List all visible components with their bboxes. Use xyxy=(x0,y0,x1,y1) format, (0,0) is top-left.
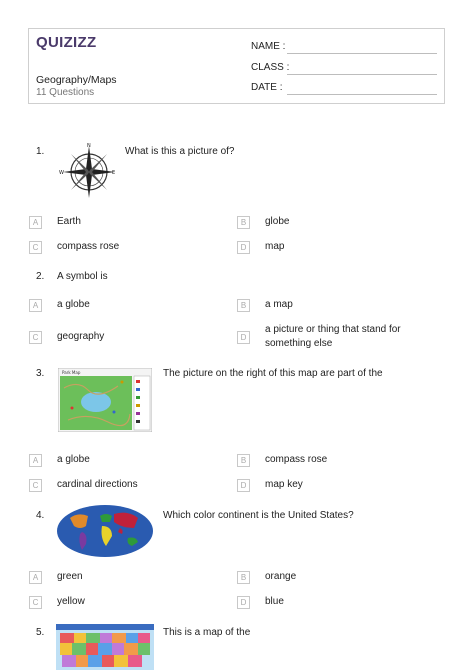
worksheet-header xyxy=(28,28,445,104)
option-c-text: compass rose xyxy=(57,241,120,252)
name-label: NAME : xyxy=(251,41,286,52)
class-line[interactable] xyxy=(287,74,437,75)
question-number: 5. xyxy=(36,627,45,638)
class-label: CLASS : xyxy=(251,62,290,73)
option-a-text: a globe xyxy=(57,299,90,310)
question-number: 3. xyxy=(36,368,45,379)
option-d-text: a picture or thing that stand for something else xyxy=(265,324,401,349)
option-b-box[interactable]: B xyxy=(237,299,250,312)
question-number: 1. xyxy=(36,146,45,157)
option-a-text: Earth xyxy=(57,216,81,227)
option-b-text: orange xyxy=(265,571,297,582)
worksheet-subject: Geography/Maps xyxy=(36,74,117,86)
option-a-text: green xyxy=(57,571,83,582)
question-number: 2. xyxy=(36,271,45,282)
option-d-text: map xyxy=(265,241,285,252)
world-map-image xyxy=(56,504,154,558)
option-b-box[interactable]: B xyxy=(237,571,250,584)
svg-text:E: E xyxy=(112,170,116,176)
option-c-box[interactable]: C xyxy=(29,479,42,492)
question-number: 4. xyxy=(36,510,45,521)
question-count: 11 Questions xyxy=(36,87,95,98)
question-text: What is this a picture of? xyxy=(125,146,235,157)
question-text: A symbol is xyxy=(57,271,108,282)
option-a-box[interactable]: A xyxy=(29,299,42,312)
svg-text:W: W xyxy=(59,170,64,176)
option-c-text: cardinal directions xyxy=(57,479,138,490)
name-line[interactable] xyxy=(287,53,437,54)
option-a-box[interactable]: A xyxy=(29,571,42,584)
option-d-box[interactable]: D xyxy=(237,241,250,254)
date-label: DATE : xyxy=(251,82,283,93)
option-d-box[interactable]: D xyxy=(237,479,250,492)
question-text: Which color continent is the United States? xyxy=(163,510,354,521)
question-text: This is a map of the xyxy=(163,627,251,638)
option-b-text: a map xyxy=(265,299,293,310)
option-c-text: geography xyxy=(57,331,105,342)
date-line[interactable] xyxy=(287,94,437,95)
svg-text:N: N xyxy=(87,143,91,149)
option-b-text: compass rose xyxy=(265,454,328,465)
quizizz-logo: QUIZIZZ xyxy=(36,34,97,51)
option-b-box[interactable]: B xyxy=(237,216,250,229)
option-a-text: a globe xyxy=(57,454,90,465)
usa-map-image xyxy=(56,624,154,670)
option-c-box[interactable]: C xyxy=(29,331,42,344)
option-a-box[interactable]: A xyxy=(29,216,42,229)
option-d-box[interactable]: D xyxy=(237,331,250,344)
option-d-text: blue xyxy=(265,596,284,607)
option-b-box[interactable]: B xyxy=(237,454,250,467)
svg-text:Park Map: Park Map xyxy=(62,370,81,375)
option-d-text: map key xyxy=(265,479,303,490)
option-b-text: globe xyxy=(265,216,290,227)
option-c-text: yellow xyxy=(57,596,85,607)
option-c-box[interactable]: C xyxy=(29,596,42,609)
compass-rose-image xyxy=(58,142,118,200)
option-a-box[interactable]: A xyxy=(29,454,42,467)
question-text: The picture on the right of this map are part of the xyxy=(163,368,383,379)
option-c-box[interactable]: C xyxy=(29,241,42,254)
option-d-box[interactable]: D xyxy=(237,596,250,609)
park-map-image xyxy=(58,368,152,432)
